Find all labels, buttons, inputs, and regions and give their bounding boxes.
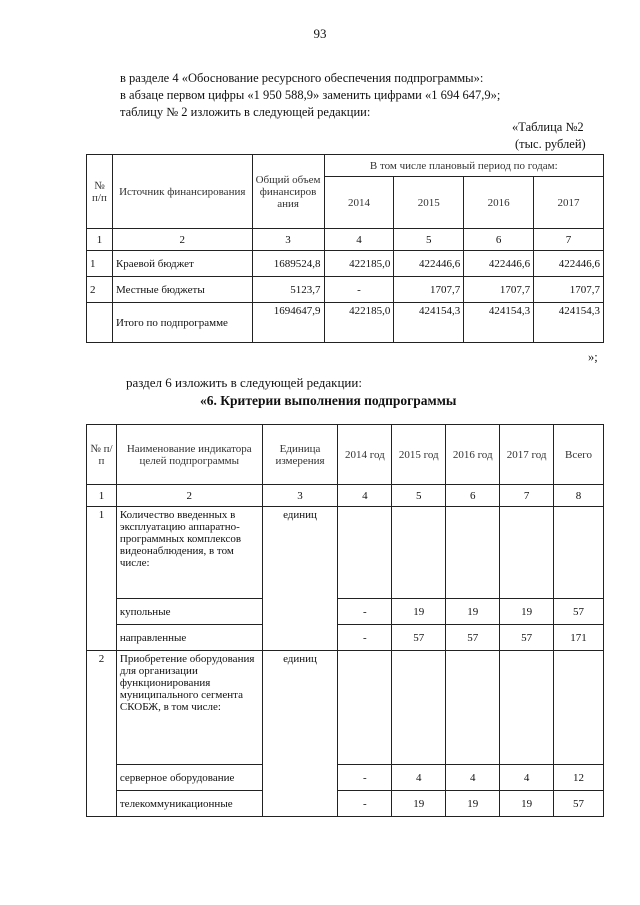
index-cell: 4 bbox=[338, 485, 392, 507]
subrow-value: 4 bbox=[500, 765, 554, 791]
empty-cell bbox=[446, 651, 500, 765]
empty-cell bbox=[500, 651, 554, 765]
subrow-value: 19 bbox=[446, 791, 500, 817]
subrow-value: 12 bbox=[554, 765, 604, 791]
intro-line-2: в абзаце первом цифры «1 950 588,9» заменить цифрами «1 694 647,9»; bbox=[120, 88, 501, 102]
empty-cell bbox=[338, 651, 392, 765]
empty-cell bbox=[446, 507, 500, 599]
funding-table bbox=[86, 154, 604, 343]
row-num: 2 bbox=[87, 277, 113, 303]
section-heading: «6. Критерии выполнения подпрограммы bbox=[200, 393, 457, 408]
row-value: 422185,0 bbox=[324, 251, 394, 277]
group-unit: единиц bbox=[262, 651, 338, 817]
page-number: 93 bbox=[313, 26, 327, 41]
index-cell: 7 bbox=[534, 229, 604, 251]
group-indicator: Приобретение оборудования для организации функционирования муниципального сегмента СКОБЖ, в том числе: bbox=[116, 651, 262, 765]
table-row bbox=[87, 251, 604, 277]
empty-cell bbox=[554, 651, 604, 765]
criteria-group-row bbox=[87, 651, 604, 765]
criteria-table bbox=[86, 424, 604, 817]
table-caption: «Таблица №2 bbox=[512, 120, 584, 134]
index-cell: 6 bbox=[446, 485, 500, 507]
index-cell: 8 bbox=[554, 485, 604, 507]
group-unit: единиц bbox=[262, 507, 338, 651]
subrow-name: телекоммуникационные bbox=[116, 791, 262, 817]
subrow-value: 4 bbox=[392, 765, 446, 791]
subrow-value: 19 bbox=[500, 599, 554, 625]
index-cell: 3 bbox=[262, 485, 338, 507]
header-source: Источник финансирования bbox=[112, 155, 252, 229]
row-total: 1689524,8 bbox=[252, 251, 324, 277]
intro-line-1: в разделе 4 «Обоснование ресурсного обеспечения подпрограммы»: bbox=[120, 71, 484, 85]
index-cell: 5 bbox=[392, 485, 446, 507]
subrow-value: 57 bbox=[392, 625, 446, 651]
criteria-group-row bbox=[87, 507, 604, 599]
criteria-subrow bbox=[87, 625, 604, 651]
header-year: 2014 bbox=[324, 177, 394, 229]
group-indicator: Количество введенных в эксплуатацию аппаратно-программных комплексов видеонаблюдения, в том числе: bbox=[116, 507, 262, 599]
row-num bbox=[87, 303, 113, 343]
subrow-value: - bbox=[338, 765, 392, 791]
index-row bbox=[87, 485, 604, 507]
header-year: 2015 год bbox=[392, 425, 446, 485]
table-row-total bbox=[87, 303, 604, 343]
row-value: 1707,7 bbox=[394, 277, 464, 303]
subrow-value: 19 bbox=[500, 791, 554, 817]
empty-cell bbox=[392, 651, 446, 765]
subrow-value: 57 bbox=[554, 791, 604, 817]
header-total: Общий объем финансиров ания bbox=[252, 155, 324, 229]
header-year: 2015 bbox=[394, 177, 464, 229]
subrow-value: 19 bbox=[392, 599, 446, 625]
index-cell: 1 bbox=[87, 485, 117, 507]
section-instruction: раздел 6 изложить в следующей редакции: bbox=[126, 375, 362, 390]
header-indicator: Наименование индикатора целей подпрограммы bbox=[116, 425, 262, 485]
subrow-name: купольные bbox=[116, 599, 262, 625]
index-cell: 2 bbox=[112, 229, 252, 251]
row-value: 422446,6 bbox=[394, 251, 464, 277]
empty-cell bbox=[392, 507, 446, 599]
index-cell: 3 bbox=[252, 229, 324, 251]
criteria-subrow bbox=[87, 599, 604, 625]
group-num: 2 bbox=[87, 651, 117, 817]
subrow-value: 19 bbox=[392, 791, 446, 817]
subrow-value: - bbox=[338, 625, 392, 651]
header-unit: Единица измерения bbox=[262, 425, 338, 485]
subrow-value: 19 bbox=[446, 599, 500, 625]
header-period: В том числе плановый период по годам: bbox=[324, 155, 603, 177]
index-cell: 6 bbox=[464, 229, 534, 251]
row-value: 1707,7 bbox=[464, 277, 534, 303]
row-value: 422185,0 bbox=[324, 303, 394, 343]
row-name: Краевой бюджет bbox=[112, 251, 252, 277]
criteria-subrow bbox=[87, 791, 604, 817]
subrow-value: - bbox=[338, 599, 392, 625]
header-year: 2016 bbox=[464, 177, 534, 229]
subrow-value: 57 bbox=[554, 599, 604, 625]
header-num: № п/п bbox=[87, 155, 113, 229]
row-name: Местные бюджеты bbox=[112, 277, 252, 303]
subrow-value: 4 bbox=[446, 765, 500, 791]
subrow-value: 57 bbox=[446, 625, 500, 651]
subrow-value: 171 bbox=[554, 625, 604, 651]
row-value: 422446,6 bbox=[534, 251, 604, 277]
intro-line-3: таблицу № 2 изложить в следующей редакции: bbox=[120, 105, 371, 119]
row-total: 5123,7 bbox=[252, 277, 324, 303]
index-cell: 4 bbox=[324, 229, 394, 251]
index-cell: 1 bbox=[87, 229, 113, 251]
row-total: 1694647,9 bbox=[252, 303, 324, 343]
header-total: Всего bbox=[554, 425, 604, 485]
header-year: 2017 год bbox=[500, 425, 554, 485]
row-value: 424154,3 bbox=[394, 303, 464, 343]
group-num: 1 bbox=[87, 507, 117, 651]
subrow-value: - bbox=[338, 791, 392, 817]
subrow-name: серверное оборудование bbox=[116, 765, 262, 791]
criteria-subrow bbox=[87, 765, 604, 791]
row-value: - bbox=[324, 277, 394, 303]
row-value: 422446,6 bbox=[464, 251, 534, 277]
header-num: № п/п bbox=[87, 425, 117, 485]
subrow-value: 57 bbox=[500, 625, 554, 651]
index-cell: 5 bbox=[394, 229, 464, 251]
table-closing: »; bbox=[588, 350, 598, 364]
header-year: 2017 bbox=[534, 177, 604, 229]
empty-cell bbox=[338, 507, 392, 599]
empty-cell bbox=[554, 507, 604, 599]
table-units: (тыс. рублей) bbox=[515, 137, 586, 151]
empty-cell bbox=[500, 507, 554, 599]
table-row bbox=[87, 277, 604, 303]
header-year: 2016 год bbox=[446, 425, 500, 485]
index-cell: 2 bbox=[116, 485, 262, 507]
index-cell: 7 bbox=[500, 485, 554, 507]
row-value: 1707,7 bbox=[534, 277, 604, 303]
row-value: 424154,3 bbox=[464, 303, 534, 343]
row-num: 1 bbox=[87, 251, 113, 277]
row-name: Итого по подпрограмме bbox=[112, 303, 252, 343]
index-row bbox=[87, 229, 604, 251]
subrow-name: направленные bbox=[116, 625, 262, 651]
row-value: 424154,3 bbox=[534, 303, 604, 343]
header-year: 2014 год bbox=[338, 425, 392, 485]
